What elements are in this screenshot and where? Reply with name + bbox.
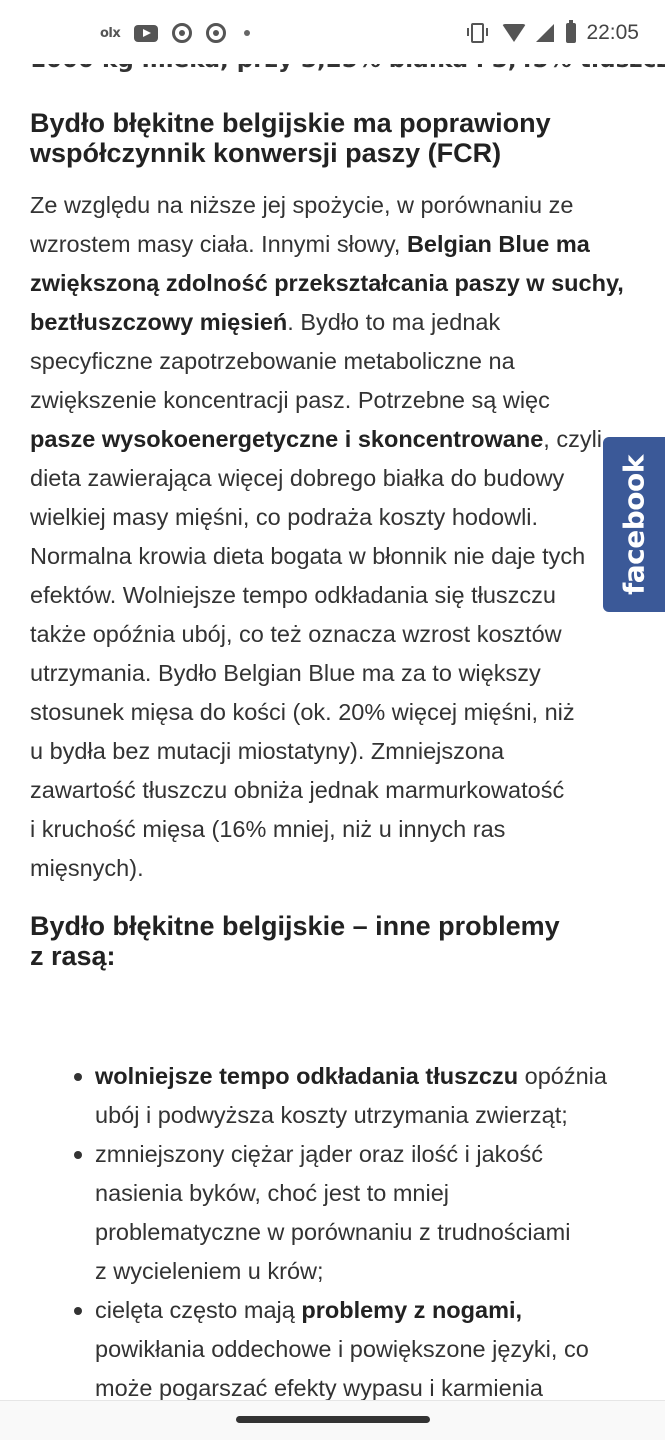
paragraph-line — [30, 264, 650, 303]
list-item — [95, 1291, 655, 1400]
heading-line: współczynnik konwersji paszy (FCR) — [30, 138, 502, 168]
paragraph-line: specyficzne zapotrzebowanie metaboliczne na — [30, 348, 515, 374]
youtube-icon — [134, 25, 158, 42]
text-bold: Belgian Blue ma — [406, 231, 590, 257]
home-gesture-handle[interactable] — [236, 1416, 430, 1423]
paragraph-line: utrzymania. Bydło Belgian Blue ma za to większy — [30, 660, 541, 686]
paragraph-line — [30, 225, 650, 264]
problems-list — [95, 1057, 655, 1400]
list-item — [95, 1135, 655, 1291]
heading-line: Bydło błękitne belgijskie – inne problemy — [30, 911, 560, 941]
paragraph-line: mięsnych). — [30, 855, 144, 881]
paragraph-line: dieta zawierająca więcej dobrego białka do budowy — [30, 465, 565, 491]
list-item-line: powikłania oddechowe i powiększone języki, co — [95, 1336, 589, 1362]
text-plain: opóźnia — [518, 1063, 607, 1089]
text-bold: pasze wysokoenergetyczne i skoncentrowane — [30, 426, 544, 452]
list-item-line: ubój i podwyższa koszty utrzymania zwierząt; — [95, 1102, 568, 1128]
text-plain: . Bydło to ma jednak — [287, 309, 501, 335]
list-item-line: zmniejszony ciężar jąder oraz ilość i jakość — [95, 1141, 543, 1167]
fcr-paragraph — [30, 186, 650, 888]
status-bar — [0, 0, 665, 64]
paragraph-line: efektów. Wolniejsze tempo odkładania się tłuszczu — [30, 582, 556, 608]
system-icons — [471, 20, 639, 46]
paragraph-line: wielkiej masy mięśni, co podraża koszty hodowli. — [30, 504, 539, 530]
list-item-line: nasienia byków, choć jest to mniej — [95, 1180, 449, 1206]
more-notifications-dot-icon — [244, 30, 250, 36]
text-plain: , czyli — [543, 426, 603, 452]
chrome-icon — [172, 23, 192, 43]
paragraph-line: i kruchość mięsa (16% mniej, niż u innych ras — [30, 816, 506, 842]
vibrate-icon — [471, 23, 484, 43]
text-plain: cielęta często mają — [95, 1297, 302, 1323]
paragraph-line: zawartość tłuszczu obniża jednak marmurkowatość — [30, 777, 565, 803]
list-item-line — [95, 1057, 655, 1096]
section-heading-fcr — [30, 108, 590, 168]
facebook-logo-text: facebook — [617, 454, 651, 595]
paragraph-line — [30, 303, 650, 342]
status-time: 22:05 — [586, 21, 639, 44]
text-bold: zwiększoną zdolność przekształcania paszy w suchy, — [30, 270, 624, 296]
heading-line: z rasą: — [30, 941, 116, 971]
olx-icon: olx — [100, 25, 121, 41]
list-item-line: może pogarszać efekty wypasu i karmienia — [95, 1375, 544, 1400]
list-item-line: z wycieleniem u krów; — [95, 1258, 324, 1284]
section-heading-problems — [30, 911, 590, 971]
facebook-share-tab[interactable] — [603, 437, 665, 612]
text-bold: problemy z nogami, — [301, 1297, 523, 1323]
paragraph-line — [30, 420, 650, 459]
wifi-icon — [502, 24, 526, 42]
chrome-icon — [206, 23, 226, 43]
text-plain: wzrostem masy ciała. Innymi słowy, — [30, 231, 407, 257]
paragraph-line: także opóźnia ubój, co też oznacza wzrost kosztów — [30, 621, 562, 647]
list-item-line: problematyczne w porównaniu z trudnościami — [95, 1219, 571, 1245]
heading-line: Bydło błękitne belgijskie ma poprawiony — [30, 108, 551, 138]
text-bold: beztłuszczowy mięsień — [30, 309, 288, 335]
paragraph-line: zwiększenie koncentracji pasz. Potrzebne są więc — [30, 387, 550, 413]
list-item — [95, 1057, 655, 1135]
navigation-bar — [0, 1400, 665, 1440]
notification-icons — [100, 20, 250, 46]
battery-icon — [566, 23, 576, 43]
paragraph-line: Normalna krowia dieta bogata w błonnik nie daje tych — [30, 543, 586, 569]
list-item-line — [95, 1291, 655, 1330]
paragraph-line: u bydła bez mutacji miostatyny). Zmniejszona — [30, 738, 505, 764]
paragraph-line: Ze względu na niższe jej spożycie, w porównaniu ze — [30, 192, 574, 218]
signal-icon — [536, 24, 554, 42]
text-bold: wolniejsze tempo odkładania tłuszczu — [95, 1063, 519, 1089]
paragraph-line: stosunek mięsa do kości (ok. 20% więcej mięśni, niż — [30, 699, 575, 725]
